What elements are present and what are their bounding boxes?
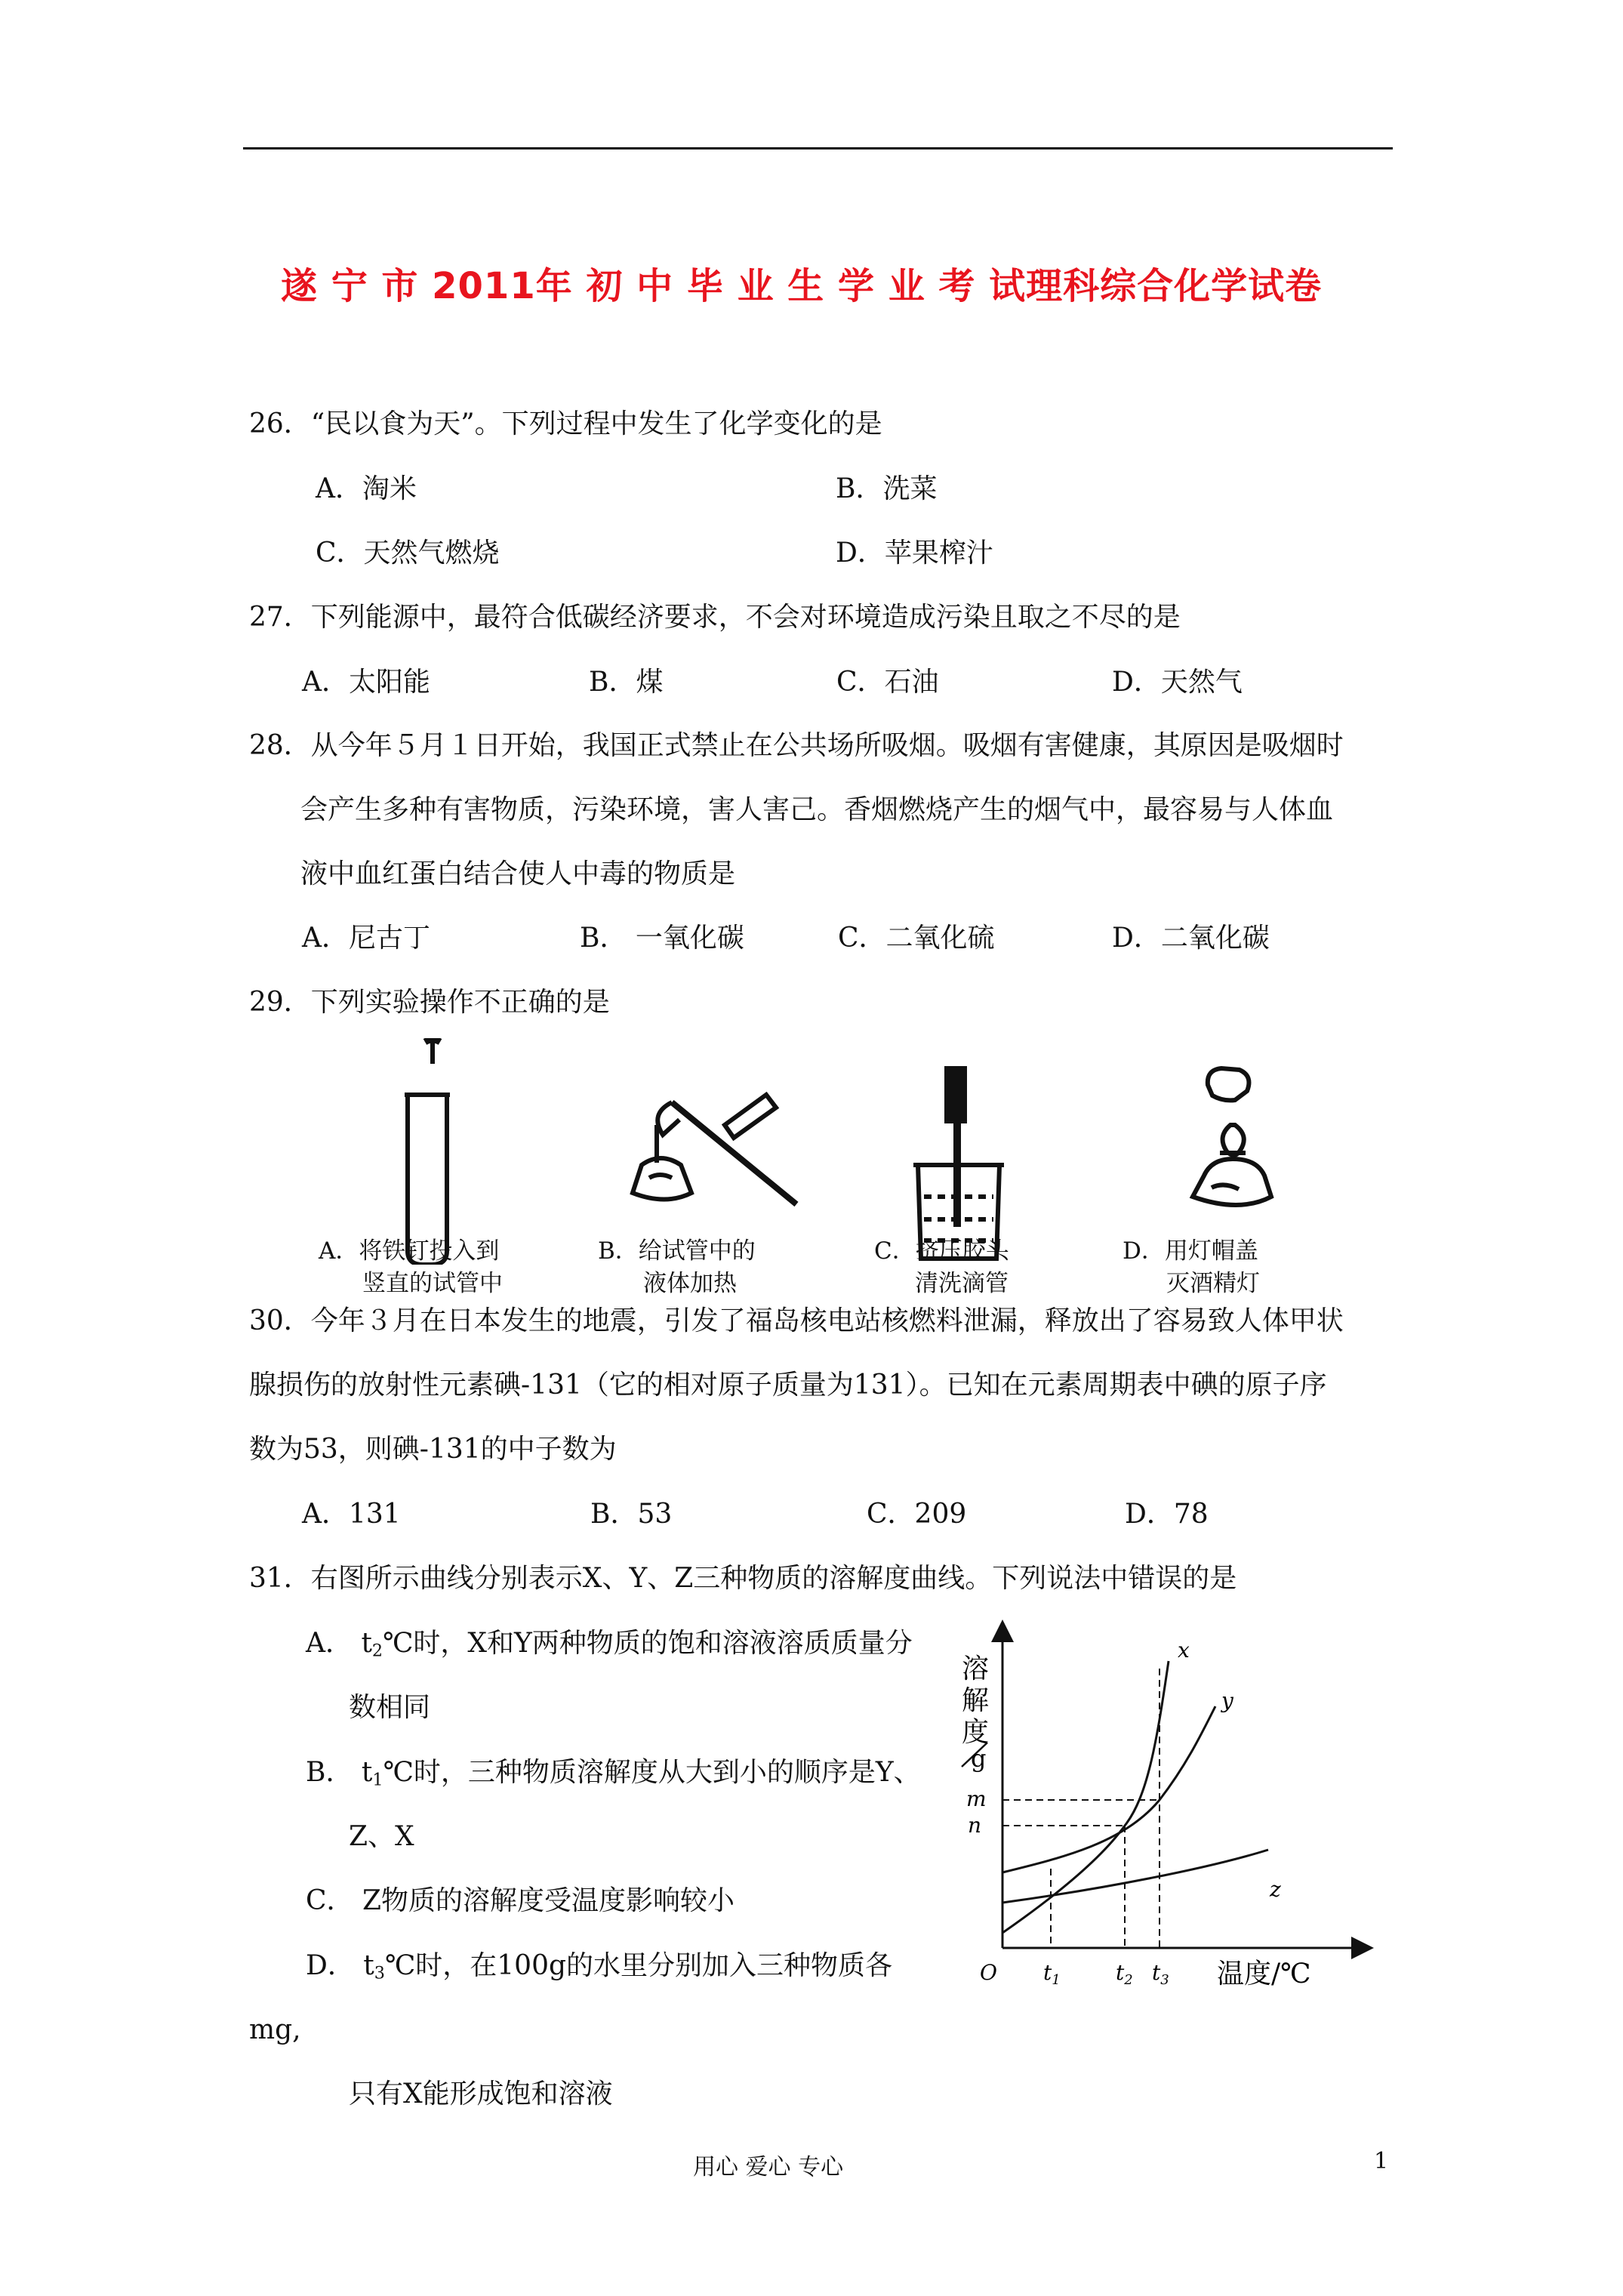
q28-option-d: D．二氧化碳 [1112,923,1270,954]
test-tube-with-nail-icon [405,1040,450,1265]
q31-option-d: D． $t_3℃$时，在100g的水里分别加入三种物质各 [306,1950,893,1983]
footer-text: 用心 爱心 专心 [693,2154,844,2180]
curve-y [1002,1706,1215,1872]
q29-caption-a-2: 竖直的试管中 [362,1270,503,1297]
heating-test-tube-icon [633,1095,796,1204]
q29-figures [317,1038,1298,1265]
chart-ylabel-1: 溶 [962,1653,990,1684]
q26-option-b: B．洗菜 [836,473,938,504]
curve-z [1002,1850,1268,1903]
page-title: 遂 宁 市 2011年 初 中 毕 业 生 学 业 考 试理科综合化学试卷 [281,265,1323,307]
q27-option-d: D．天然气 [1112,667,1243,698]
q31-option-c: C． Z物质的溶解度受温度影响较小 [306,1885,735,1916]
chart-ylabel-unit: g [971,1744,987,1773]
q28-option-b: B． 一氧化碳 [580,923,744,954]
q27-stem: 27．下列能源中，最符合低碳经济要求，不会对环境造成污染且取之不尽的是 [249,602,1181,633]
q29-caption-d-1: D．用灯帽盖 [1123,1237,1258,1265]
q30-line-3: 数为53，则碘-131的中子数为 [249,1434,617,1465]
page-number: 1 [1374,2148,1389,2174]
solubility-chart [951,1616,1374,1993]
q31-option-b-line-2: Z、X [349,1821,414,1852]
q31-option-b: B． $t_1℃$时，三种物质溶解度从大到小的顺序是Y、 [306,1757,921,1790]
q27-option-b: B．煤 [589,667,664,698]
q26-option-a: A．淘米 [316,473,417,504]
chart-ytick-n: n [968,1813,982,1838]
chart-xtick-t2: $t_2$ [1116,1960,1133,1988]
q29-caption-c-1: C．挤压胶头 [874,1237,1009,1265]
q29-caption-c-2: 清洗滴管 [915,1270,1009,1297]
dropper-in-beaker-icon [913,1068,1004,1259]
chart-ylabel-2: 解 [962,1685,990,1716]
series-label-z: z [1270,1877,1281,1902]
q28-option-c: C．二氧化硫 [838,923,995,954]
chart-ylabel-3: 度 [962,1717,990,1748]
chart-origin: O [980,1960,997,1985]
q28-option-a: A．尼古丁 [302,923,430,954]
q31-stem: 31．右图所示曲线分别表示X、Y、Z三种物质的溶解度曲线。下列说法中错误的是 [249,1563,1237,1594]
q28-line-2: 会产生多种有害物质，污染环境，害人害己。香烟燃烧产生的烟气中，最容易与人体血 [300,794,1334,825]
series-label-y: y [1221,1688,1233,1713]
q29-caption-d-2: 灭酒精灯 [1166,1270,1260,1297]
q30-line-1: 30．今年３月在日本发生的地震，引发了福岛核电站核燃料泄漏，释放出了容易致人体甲状 [249,1305,1344,1336]
q30-option-c: C．209 [867,1499,967,1530]
q30-line-2: 腺损伤的放射性元素碘-131（它的相对原子质量为131）。已知在元素周期表中碘的原子序 [249,1370,1327,1401]
q29-caption-b-1: B．给试管中的 [598,1237,756,1265]
q29-stem: 29．下列实验操作不正确的是 [249,987,610,1018]
q31-option-d-line-3: 只有X能形成饱和溶液 [349,2079,613,2110]
q27-option-a: A．太阳能 [302,667,430,698]
q26-stem: 26．“民以食为天”。下列过程中发生了化学变化的是 [249,408,882,439]
q26-option-d: D．苹果榨汁 [836,538,993,569]
q29-caption-a-1: A．将铁钉投入到 [319,1237,500,1265]
q30-option-b: B．53 [590,1499,673,1530]
chart-xtick-t1: $t_1$ [1043,1960,1061,1988]
q28-line-3: 液中血红蛋白结合使人中毒的物质是 [300,858,736,889]
q31-option-d-line-2: mg, [249,2014,301,2045]
alcohol-lamp-with-cap-icon [1193,1068,1271,1205]
q26-option-c: C．天然气燃烧 [316,538,500,569]
chart-ytick-m: m [966,1786,987,1811]
chart-xlabel: 温度/℃ [1217,1959,1311,1989]
chart-xtick-t3: $t_3$ [1152,1960,1169,1988]
q31-option-a: A． $t_2℃$时，X和Y两种物质的饱和溶液溶质质量分 [306,1628,913,1661]
curve-x [1002,1661,1169,1933]
q31-option-a-line-2: 数相同 [349,1692,431,1723]
series-label-x: x [1178,1638,1190,1663]
q30-option-d: D．78 [1125,1499,1209,1530]
q30-option-a: A．131 [302,1499,401,1530]
q28-line-1: 28．从今年５月１日开始，我国正式禁止在公共场所吸烟。吸烟有害健康，其原因是吸烟时 [249,730,1344,761]
header-rule [243,147,1393,149]
q27-option-c: C．石油 [836,667,939,698]
q29-caption-b-2: 液体加热 [643,1270,737,1297]
